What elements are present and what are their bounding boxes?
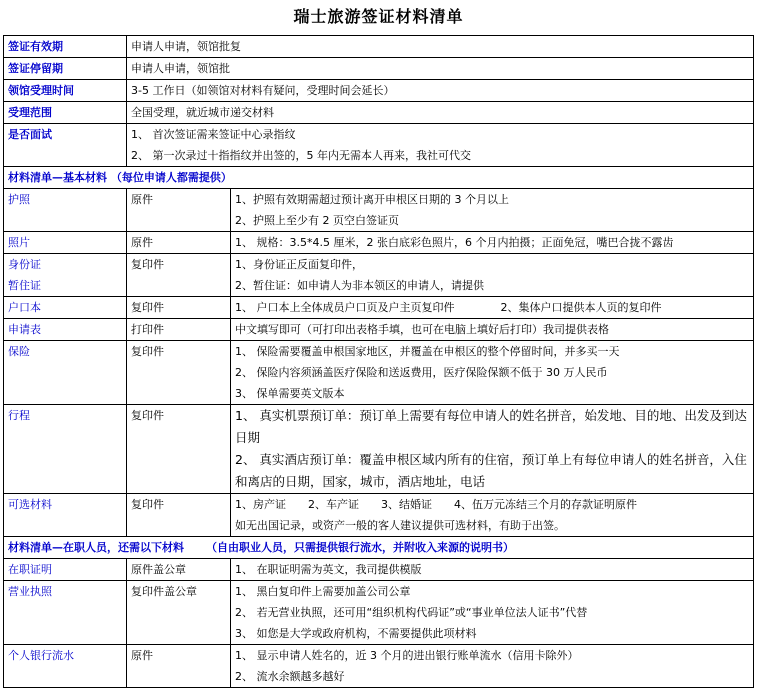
section-title-text: 材料清单—在职人员，还需以下材料 xyxy=(8,541,184,554)
table-row xyxy=(4,494,754,537)
table-row xyxy=(4,189,754,232)
material-type: 打印件 xyxy=(127,319,231,341)
page-title: 瑞士旅游签证材料清单 xyxy=(293,7,464,26)
info-value: 全国受理，就近城市递交材料 xyxy=(127,102,754,124)
desc-line: 2、 保险内容须涵盖医疗保险和送返费用，医疗保险保额不低于 30 万人民币 xyxy=(235,366,608,379)
info-value xyxy=(127,124,754,167)
desc-line xyxy=(235,494,749,515)
material-name-line: 身份证 xyxy=(8,258,41,271)
table-row xyxy=(4,124,754,167)
material-name: 可选材料 xyxy=(4,494,127,537)
material-name: 行程 xyxy=(4,405,127,494)
desc-line: 2、护照上至少有 2 页空白签证页 xyxy=(235,214,399,227)
table-row xyxy=(4,102,754,124)
section-title: 材料清单—基本材料 （每位申请人都需提供） xyxy=(4,167,754,189)
table-row xyxy=(4,232,754,254)
info-value: 申请人申请，领馆批 xyxy=(127,58,754,80)
material-desc xyxy=(231,297,754,319)
material-name: 护照 xyxy=(4,189,127,232)
table-row xyxy=(4,254,754,297)
info-label: 领馆受理时间 xyxy=(4,80,127,102)
table-row xyxy=(4,36,754,58)
material-desc xyxy=(231,581,754,645)
table-row xyxy=(4,58,754,80)
desc-line: 1、 黑白复印件上需要加盖公司公章 xyxy=(235,585,411,598)
materials-table xyxy=(3,35,754,688)
desc-line: 1、 保险需要覆盖申根国家地区，并覆盖在申根区的整个停留时间，并多买一天 xyxy=(235,345,620,358)
material-desc: 1、 在职证明需为英文，我司提供模版 xyxy=(231,559,754,581)
table-row xyxy=(4,559,754,581)
table-row xyxy=(4,80,754,102)
desc-line: 2、 流水余额越多越好 xyxy=(235,670,345,683)
material-desc: 1、 规格：3.5*4.5 厘米，2 张白底彩色照片，6 个月内拍摄；正面免冠，嘴巴合拢不露齿 xyxy=(231,232,754,254)
material-type: 复印件 xyxy=(127,341,231,405)
optional-item: 4、伍万元冻结三个月的存款证明原件 xyxy=(454,498,637,511)
table-row xyxy=(4,645,754,688)
material-type: 原件盖公章 xyxy=(127,559,231,581)
material-type: 复印件盖公章 xyxy=(127,581,231,645)
material-name: 个人银行流水 xyxy=(4,645,127,688)
table-row xyxy=(4,319,754,341)
material-desc xyxy=(231,341,754,405)
material-name: 照片 xyxy=(4,232,127,254)
material-desc xyxy=(231,405,754,494)
section-header xyxy=(4,537,754,559)
optional-item: 2、车产证 xyxy=(308,498,359,511)
material-name: 在职证明 xyxy=(4,559,127,581)
optional-item: 1、房产证 xyxy=(235,498,286,511)
material-name-line: 暂住证 xyxy=(8,279,41,292)
table-row xyxy=(4,297,754,319)
desc-line: 2、集体户口提供本人页的复印件 xyxy=(500,301,662,314)
desc-line: 3、 保单需要英文版本 xyxy=(235,387,345,400)
section-header xyxy=(4,167,754,189)
info-label: 是否面试 xyxy=(4,124,127,167)
section-title xyxy=(4,537,754,559)
info-value: 申请人申请，领馆批复 xyxy=(127,36,754,58)
table-row xyxy=(4,341,754,405)
desc-line: 1、护照有效期需超过预计离开申根区日期的 3 个月以上 xyxy=(235,193,509,206)
material-name: 营业执照 xyxy=(4,581,127,645)
table-row xyxy=(4,405,754,494)
desc-line: 1、身份证正反面复印件， xyxy=(235,258,363,271)
material-desc: 中文填写即可（可打印出表格手填，也可在电脑上填好后打印）我司提供表格 xyxy=(231,319,754,341)
material-desc xyxy=(231,494,754,537)
material-type: 复印件 xyxy=(127,494,231,537)
section-note: （自由职业人员，只需提供银行流水，并附收入来源的说明书） xyxy=(206,541,514,554)
material-name: 申请表 xyxy=(4,319,127,341)
material-type: 复印件 xyxy=(127,297,231,319)
info-label: 受理范围 xyxy=(4,102,127,124)
desc-line: 2、 若无营业执照，还可用“组织机构代码证”或“事业单位法人证书”代替 xyxy=(235,606,588,619)
desc-line: 2、 真实酒店预订单：覆盖申根区域内所有的住宿，预订单上有每位申请人的姓名拼音，入住和离店的日期，国家，城市，酒店地址，电话 xyxy=(235,452,747,489)
material-type: 原件 xyxy=(127,645,231,688)
info-line: 1、 首次签证需来签证中心录指纹 xyxy=(131,128,296,141)
desc-line: 3、 如您是大学或政府机构，不需要提供此项材料 xyxy=(235,627,477,640)
desc-line: 如无出国记录，或资产一般的客人建议提供可选材料，有助于出签。 xyxy=(235,519,565,532)
info-line: 2、 第一次录过十指指纹并出签的，5 年内无需本人再来，我社可代交 xyxy=(131,149,471,162)
optional-item: 3、结婚证 xyxy=(381,498,432,511)
material-type: 复印件 xyxy=(127,254,231,297)
material-name: 户口本 xyxy=(4,297,127,319)
material-type: 复印件 xyxy=(127,405,231,494)
material-desc xyxy=(231,254,754,297)
material-type: 原件 xyxy=(127,189,231,232)
material-type: 原件 xyxy=(127,232,231,254)
desc-line: 1、 显示申请人姓名的，近 3 个月的进出银行账单流水（信用卡除外） xyxy=(235,649,579,662)
material-name: 保险 xyxy=(4,341,127,405)
table-row xyxy=(4,581,754,645)
desc-line: 2、暂住证：如申请人为非本领区的申请人，请提供 xyxy=(235,279,484,292)
material-desc xyxy=(231,189,754,232)
desc-line: 1、 户口本上全体成员户口页及户主页复印件 xyxy=(235,301,455,314)
info-label: 签证停留期 xyxy=(4,58,127,80)
material-desc xyxy=(231,645,754,688)
desc-line: 1、 真实机票预订单：预订单上需要有每位申请人的姓名拼音，始发地、目的地、出发及到达日期 xyxy=(235,408,747,445)
material-name xyxy=(4,254,127,297)
info-value: 3-5 工作日（如领馆对材料有疑问，受理时间会延长） xyxy=(127,80,754,102)
info-label: 签证有效期 xyxy=(4,36,127,58)
